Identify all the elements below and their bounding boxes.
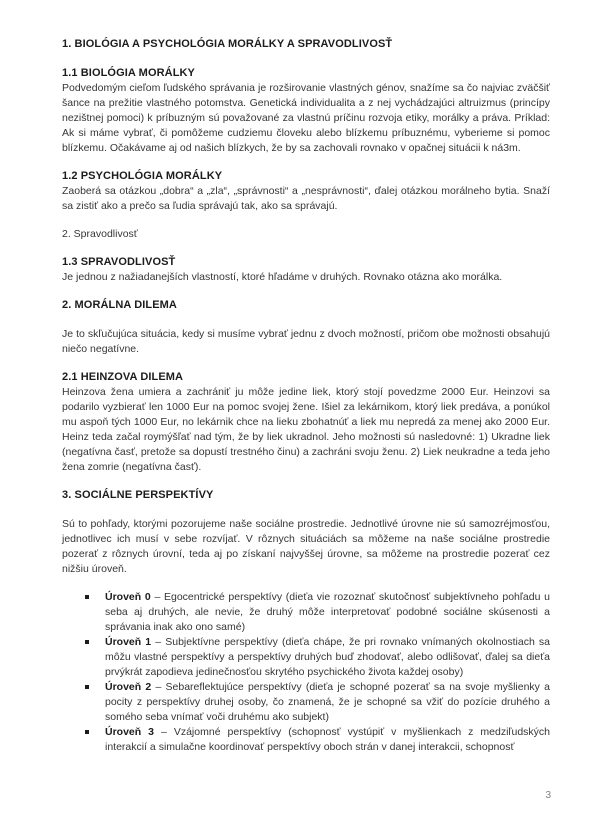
paragraph-socialne-perspektivy: Sú to pohľady, ktorými pozorujeme naše sociálne prostredie. Jednotlivé úrovne nie sú samozréjmosťou, jednotlivec ich musí v sebe rozvíjať. V rôznych situáciách sa môžeme na naše sociálne prostredie pozerať z rôznych úrovní, teda aj po získaní najvyššej úrovne, sa môžeme na prostredie pozerať cez nižšiu úroveň. (62, 518, 550, 575)
paragraph-psychologia-moralky: Zaoberá sa otázkou „dobra“ a „zla“, „správnosti“ a „nesprávnosti“, ďalej otázkou morálneho bytia. Snaží sa zistiť ako a prečo sa ľudia správajú tak, ako sa správajú. (62, 185, 550, 212)
level-text: – Sebareflektujúce perspektívy (dieťa je schopné pozerať sa na svoje myšlienky a pocity z perspektívy druhej osoby, čo znamená, že je schopné sa vžiť do pozície druhého a somého seba vnímať voči druhému ako subjekt) (105, 681, 550, 723)
paragraph-biologia-moralky: Podvedomým cieľom ľudského správania je rozširovanie vlastných génov, snažíme sa čo najviac zväčšiť šance na prežitie vlastného potomstva. Genetická individualita a z nej vychádzajúci altruizmus (princípy nezištnej pomoci) k príbuzným sú považované za vlastnú príčinu rozvoja etiky, morálky a práva. Príklad: Ak si máme vybrať, či pomôžeme cudziemu človeku alebo blízkemu príbuznému, vyberieme si pomoc blízkemu. Očakávame aj od našich blízkych, že by sa zachovali rovnako v opačnej situácii k ná3m. (62, 82, 550, 154)
paragraph-spravodlivost-note: 2. Spravodlivosť (62, 228, 138, 240)
list-item-uroven-2 (105, 680, 550, 725)
level-label: Úroveň 1 (105, 636, 152, 648)
list-item-uroven-1 (105, 635, 550, 680)
paragraph-spravodlivost: Je jednou z nažiadanejších vlastností, ktoré hľadáme v druhých. Rovnako otázna ako morálka. (62, 271, 503, 283)
subsection-heading-biologia-moralky: 1.1 BIOLÓGIA MORÁLKY (62, 67, 195, 79)
level-text: – Subjektívne perspektívy (dieťa chápe, že pri rovnako vnímaných okolnostiach sa môžu vlastné perspektívy a perspektívy druhých buď zhodovať, alebo odlišovať, ďalej sa dieťa prvýkrát zapodieva jedinečnosťou skrytého psychického života každej osoby) (105, 636, 550, 678)
document-content (62, 37, 550, 755)
level-text: – Egocentrické perspektívy (dieťa vie rozoznať skutočnosť subjektívneho pohľadu u seba aj druhých, ale nevie, že druhý môže interpretovať podobné sociálne skúsenosti a správania inak ako ono samé) (105, 591, 551, 633)
level-text: – Vzájomné perspektívy (schopnosť vystúpiť v myšlienkach z medziľudských interakcií a simulačne koordinovať perspektívy oboch strán v danej interakcii, schopnosť (105, 726, 551, 753)
perspective-levels-list (62, 590, 550, 755)
section-heading-socialne-perspektivy: 3. SOCIÁLNE PERSPEKTÍVY (62, 489, 214, 501)
section-heading-moralna-dilema: 2. MORÁLNA DILEMA (62, 299, 177, 311)
level-label: Úroveň 3 (105, 726, 155, 738)
section-heading-biologia-a-psychologia: 1. BIOLÓGIA A PSYCHOLÓGIA MORÁLKY A SPRAVODLIVOSŤ (62, 38, 393, 50)
list-item-uroven-0 (105, 590, 550, 635)
subsection-heading-spravodlivost: 1.3 SPRAVODLIVOSŤ (62, 256, 176, 268)
level-label: Úroveň 0 (105, 591, 151, 603)
paragraph-moralna-dilema: Je to skľučujúca situácia, kedy si musíme vybrať jednu z dvoch možností, pričom obe možnosti obsahujú niečo negatívne. (62, 328, 550, 355)
paragraph-heinzova-dilema: Heinzova žena umiera a zachrániť ju môže jedine liek, ktorý stojí povedzme 2000 Eur. Heinzovi sa podarilo vyzbierať len 1000 Eur na pomoc svojej žene. Išiel za lekárnikom, ktorý liek predáva, a ponúkol mu aspoň tých 1000 Eur, no lekárnik chce na lieku zbohatnúť a liek mu nepredá za menej ako 2000 Eur. Heinz teda začal roymýšľať nad tým, že by liek ukradnol. Jeho možnosti sú nasledovné: 1) Ukradne liek (negatívna časť, pretože sa dopustí trestného činu) a zachráni svoju ženu. 2) Liek neukradne a teda jeho žena zomrie (negatívna časť). (62, 386, 550, 473)
list-item-uroven-3 (105, 725, 550, 755)
subsection-heading-psychologia-moralky: 1.2 PSYCHOLÓGIA MORÁLKY (62, 170, 223, 182)
subsection-heading-heinzova-dilema: 2.1 HEINZOVA DILEMA (62, 371, 184, 383)
page-number: 3 (545, 790, 551, 801)
level-label: Úroveň 2 (105, 681, 152, 693)
